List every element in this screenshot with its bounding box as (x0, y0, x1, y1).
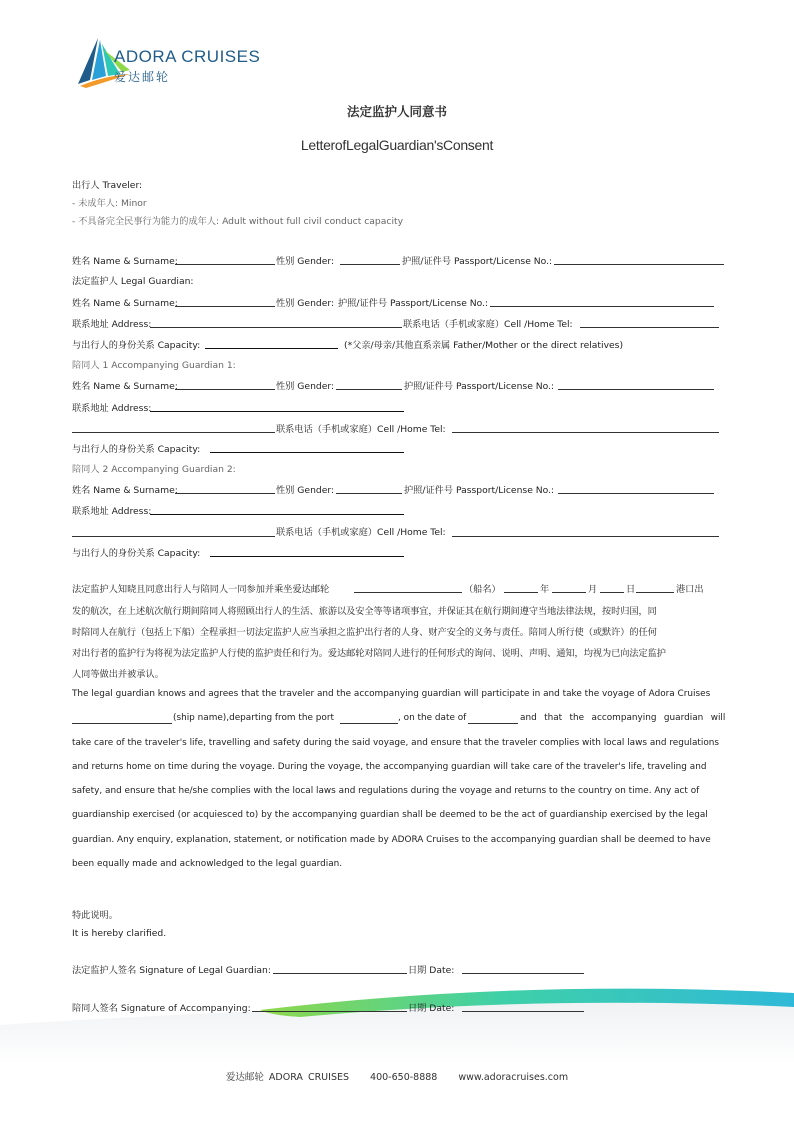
guardian1-passport-field[interactable] (558, 389, 714, 390)
guardian1-address-field[interactable] (150, 411, 404, 412)
guardian2-address-field-2[interactable] (72, 536, 275, 537)
consent-zh-line1: 法定监护人知晓且同意出行人与陪同人一同参加并乘坐爱达邮轮 (72, 584, 330, 595)
legal-guardian-signature-field[interactable] (273, 973, 407, 974)
consent-zh-line3: 时陪同人在航行（包括上下船）全程承担一切法定监护人应当承担之监护出行者的人身、财产安全的义务与责任。陪同人所行使（或默许）的任何 (72, 627, 657, 638)
consent-zh-day: 日 (626, 584, 636, 595)
consent-en-line5: safety, and ensure that he/she complies with the local laws and regulations during the voyage and returns to the country on time. Any act of (72, 786, 700, 796)
guardian2-relation-field[interactable] (210, 556, 404, 557)
consent-en-line2-b: , on the date of (398, 713, 467, 723)
year-field[interactable] (504, 592, 538, 593)
legal-guardian-name-label: 姓名 Name & Surname: (72, 298, 178, 309)
month-field[interactable] (552, 592, 586, 593)
accompanying-signature-label: 陪同人签名 Signature of Accompanying: (72, 1003, 251, 1014)
legal-guardian-name-field[interactable] (175, 306, 275, 307)
guardian2-heading: 陪同人 2 Accompanying Guardian 2: (72, 464, 236, 475)
consent-en-line4: and returns home on time during the voyage. During the voyage, the accompanying guardian will take care of the traveler's life, traveling and (72, 762, 707, 772)
consent-zh-port: 港口出 (676, 584, 704, 595)
legal-guardian-passport-field[interactable] (490, 306, 714, 307)
traveler-gender-label: 性别 Gender: (276, 256, 335, 267)
clarified-en: It is hereby clarified. (72, 928, 167, 939)
guardian2-relation-label: 与出行人的身份关系 Capacity: (72, 548, 201, 559)
guardian1-passport-label: 护照/证件号 Passport/License No.: (404, 381, 555, 392)
consent-zh-line4: 对出行者的监护行为将视为法定监护人行使的监护责任和行为。爱达邮轮对陪同人进行的任何形式的询问、说明、声明、通知，均视为已向法定监护 (72, 648, 666, 659)
footer-brand: 爱达邮轮 ADORA CRUISES (225, 1072, 350, 1083)
consent-en-line2-c: and that the accompanying guardian will (520, 713, 726, 723)
consent-en-line8: been equally made and acknowledged to the legal guardian. (72, 859, 343, 869)
guardian1-heading: 陪同人 1 Accompanying Guardian 1: (72, 360, 236, 371)
guardian2-passport-field[interactable] (558, 493, 714, 494)
guardian2-gender-label: 性别 Gender: (276, 485, 335, 496)
traveler-option-minor: - 未成年人: Minor (72, 198, 147, 209)
consent-zh-line5: 人同等做出并被承认。 (72, 669, 164, 680)
legal-guardian-date-field[interactable] (462, 973, 584, 974)
guardian1-phone-label: 联系电话（手机或家庭）Cell /Home Tel: (276, 424, 446, 435)
footer (0, 1069, 794, 1083)
ship-name-en-field[interactable] (72, 723, 172, 724)
guardian1-address-field-2[interactable] (72, 432, 275, 433)
legal-guardian-relation-field[interactable] (205, 348, 338, 349)
legal-guardian-phone-label: 联系电话（手机或家庭）Cell /Home Tel: (403, 319, 573, 330)
date-en-field[interactable] (468, 723, 518, 724)
logo-text-en: ADORA CRUISES (114, 47, 261, 66)
guardian1-phone-field[interactable] (452, 432, 719, 433)
day-field[interactable] (600, 592, 624, 593)
ship-name-field[interactable] (354, 592, 462, 593)
guardian1-name-label: 姓名 Name & Surname: (72, 381, 178, 392)
guardian1-relation-field[interactable] (210, 452, 404, 453)
consent-zh-month: 月 (588, 584, 598, 595)
traveler-passport-field[interactable] (554, 264, 724, 265)
consent-en-line6: guardianship exercised (or acquiesced to) by the accompanying guardian shall be deemed to be the act of guardianship exercised by the legal (72, 810, 708, 820)
accompanying-signature-field[interactable] (252, 1011, 407, 1012)
legal-guardian-relation-note: (*父亲/母亲/其他直系亲属 Father/Mother or the direct relatives) (344, 340, 624, 351)
consent-zh-year: 年 (540, 584, 550, 595)
legal-guardian-address-label: 联系地址 Address: (72, 319, 152, 330)
logo-text-zh: 爱达邮轮 (114, 70, 171, 84)
guardian2-name-field[interactable] (175, 493, 275, 494)
legal-guardian-relation-label: 与出行人的身份关系 Capacity: (72, 340, 201, 351)
guardian1-gender-label: 性别 Gender: (276, 381, 335, 392)
document-title-zh: 法定监护人同意书 (346, 104, 447, 119)
consent-en-line7: guardian. Any enquiry, explanation, statement, or notification made by ADORA Cruises to the accompanying guardian shall be deemed to have (72, 835, 711, 845)
traveler-name-field[interactable] (175, 264, 275, 265)
legal-guardian-passport-label: 护照/证件号 Passport/License No.: (338, 298, 489, 309)
accompanying-date-label: 日期 Date: (408, 1003, 455, 1014)
decorative-wave (0, 985, 794, 1065)
guardian1-gender-field[interactable] (336, 389, 402, 390)
legal-guardian-address-field[interactable] (150, 327, 402, 328)
traveler-heading: 出行人 Traveler: (72, 180, 143, 191)
consent-zh-ship: （船名） (464, 584, 501, 595)
consent-zh-line2: 发的航次，在上述航次航行期间陪同人将照顾出行人的生活、旅游以及安全等等诸项事宜，并保证其在航行期间遵守当地法律法规，按时归国，同 (72, 606, 657, 617)
legal-guardian-heading: 法定监护人 Legal Guardian: (72, 276, 194, 287)
guardian2-address-field[interactable] (150, 514, 404, 515)
legal-guardian-gender-label: 性别 Gender: (276, 298, 335, 309)
clarified-zh: 特此说明。 (72, 910, 118, 921)
accompanying-date-field[interactable] (462, 1011, 584, 1012)
guardian2-phone-label: 联系电话（手机或家庭）Cell /Home Tel: (276, 527, 446, 538)
guardian2-passport-label: 护照/证件号 Passport/License No.: (404, 485, 555, 496)
guardian1-name-field[interactable] (175, 389, 275, 390)
guardian2-phone-field[interactable] (452, 536, 719, 537)
legal-guardian-date-label: 日期 Date: (408, 965, 455, 976)
traveler-name-label: 姓名 Name & Surname: (72, 256, 178, 267)
consent-en-line3: take care of the traveler's life, travelling and safety during the said voyage, and ensure that the traveler complies with local laws and regulations (72, 738, 720, 748)
guardian2-gender-field[interactable] (336, 493, 402, 494)
guardian1-relation-label: 与出行人的身份关系 Capacity: (72, 444, 201, 455)
guardian2-address-label: 联系地址 Address: (72, 506, 152, 517)
guardian1-address-label: 联系地址 Address: (72, 403, 152, 414)
guardian2-name-label: 姓名 Name & Surname: (72, 485, 178, 496)
port-en-field[interactable] (340, 723, 398, 724)
legal-guardian-phone-field[interactable] (580, 327, 719, 328)
consent-en-line1: The legal guardian knows and agrees that the traveler and the accompanying guardian will participate in and take the voyage of Adora Cruises (72, 689, 711, 699)
consent-en-line2-a: (ship name),departing from the port (173, 713, 334, 723)
legal-guardian-signature-label: 法定监护人签名 Signature of Legal Guardian: (72, 965, 271, 976)
traveler-gender-field[interactable] (340, 264, 400, 265)
footer-phone: 400-650-8888 (370, 1072, 438, 1083)
traveler-passport-label: 护照/证件号 Passport/License No.: (402, 256, 553, 267)
traveler-option-adult: - 不具备完全民事行为能力的成年人: Adult without full civil conduct capacity (72, 216, 404, 227)
port-field[interactable] (636, 592, 674, 593)
footer-website[interactable]: www.adoracruises.com (458, 1072, 569, 1083)
document-title-en: LetterofLegalGuardian'sConsent (300, 137, 494, 153)
